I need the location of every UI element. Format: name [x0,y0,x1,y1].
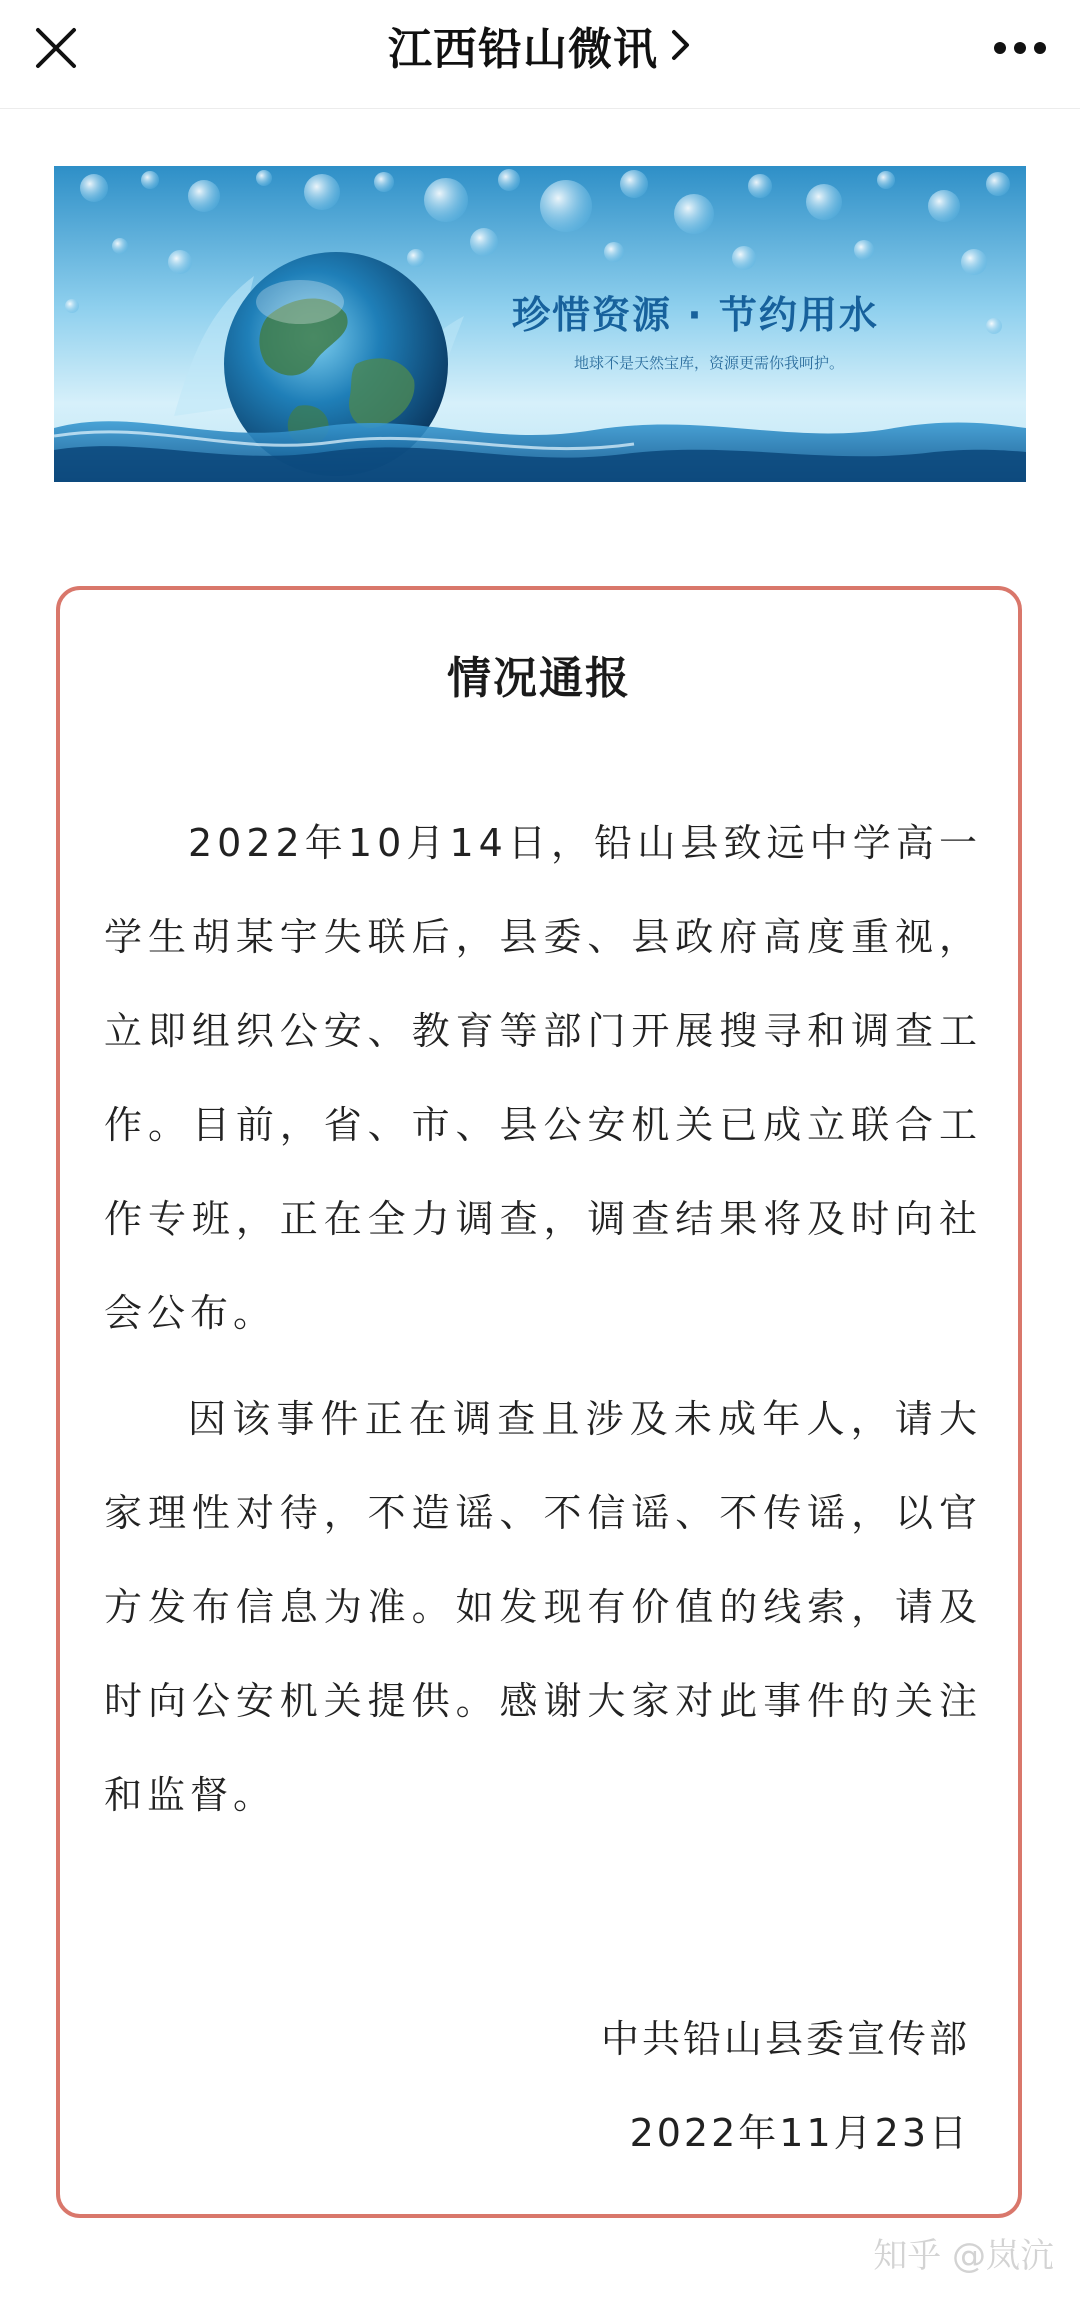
banner-slogan: 珍惜资源 · 节约用水 [512,293,879,337]
notice-date: 2022年11月23日 [629,2111,970,2155]
notice-paragraph-1: 2022年10月14日，铅山县致远中学高一学生胡某宇失联后，县委、县政府高度重视，立即组织公安、教育等部门开展搜寻和调查工作。目前，省、市、县公安机关已成立联合工作专班，正在全力调查，调查结果将及时向社会公布。 [104,821,982,1335]
banner-subtext: 地球不是天然宝库，资源更需你我呵护。 [574,354,845,372]
notice-card [56,586,1022,2218]
notice-title: 情况通报 [447,653,631,704]
account-title: 江西铅山微讯 [388,24,658,75]
water-saving-banner [54,166,1026,482]
zhihu-watermark: 知乎 @岚沆 [873,2236,1054,2276]
close-button[interactable] [20,14,92,86]
close-icon [34,26,78,74]
account-title-button[interactable] [388,13,692,77]
top-navigation-bar [0,0,1080,109]
more-icon [992,40,1048,60]
notice-issuer: 中共铅山县委宣传部 [600,2017,970,2061]
more-options-button[interactable] [980,14,1060,86]
chevron-right-icon [670,28,692,62]
notice-paragraph-2: 因该事件正在调查且涉及未成年人，请大家理性对待，不造谣、不信谣、不传谣，以官方发布信息为准。如发现有价值的线索，请及时向公安机关提供。感谢大家对此事件的关注和监督。 [104,1397,982,1817]
